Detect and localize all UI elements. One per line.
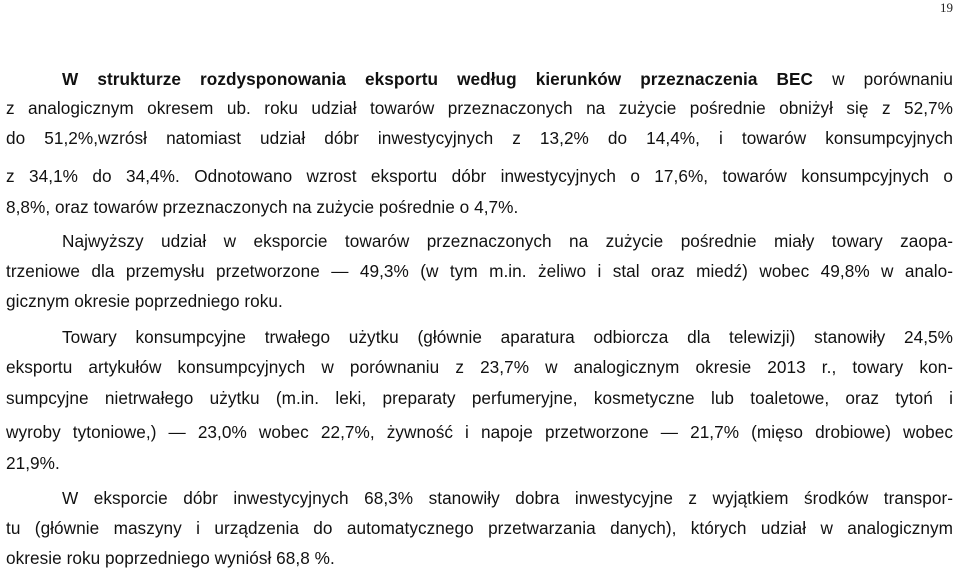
paragraph-1-line-4: z 34,1% do 34,4%. Odnotowano wzrost eksportu dóbr inwestycyjnych o 17,6%, towarów konsumpcyjnych o [6,166,953,186]
paragraph-1-line-2: z analogicznym okresem ub. roku udział towarów przeznaczonych na zużycie pośrednie obniżył się z 52,7% [6,98,953,118]
paragraph-3-line-4: wyroby tytoniowe,) — 23,0% wobec 22,7%, żywność i napoje przetworzone — 21,7% (mięso drobiowe) wobec [6,422,953,442]
paragraph-2-line-3: gicznym okresie poprzedniego roku. [6,291,283,311]
paragraph-2-line-1: Najwyższy udział w eksporcie towarów przeznaczonych na zużycie pośrednie miały towary zaopa- [62,231,953,251]
paragraph-2-line-2: trzeniowe dla przemysłu przetworzone — 49,3% (w tym m.in. żeliwo i stal oraz miedź) wobec 49,8% w analo- [6,261,953,281]
paragraph-3-line-3: sumpcyjne nietrwałego użytku (m.in. leki, preparaty perfumeryjne, kosmetyczne lub toaletowe, oraz tytoń i [6,388,953,408]
paragraph-1-line-5: 8,8%, oraz towarów przeznaczonych na zużycie pośrednie o 4,7%. [6,197,519,217]
paragraph-3-line-5: 21,9%. [6,453,60,473]
paragraph-4-line-2: tu (głównie maszyny i urządzenia do automatycznego przetwarzania danych), których udział w analogicznym [6,518,953,538]
line-text: w porównaniu [812,69,953,89]
paragraph-1-line-3: do 51,2%,wzrósł natomiast udział dóbr inwestycyjnych z 13,2% do 14,4%, i towarów konsumpcyjnych [6,128,953,148]
page-number: 19 [940,0,953,15]
paragraph-3-line-2: eksportu artykułów konsumpcyjnych w porównaniu z 23,7% w analogicznym okresie 2013 r., towary kon- [6,357,953,377]
paragraph-1-line-1 [0,67,959,91]
paragraph-3-line-1: Towary konsumpcyjne trwałego użytku (głównie aparatura odbiorcza dla telewizji) stanowiły 24,5% [62,327,953,347]
paragraph-4-line-3: okresie roku poprzedniego wyniósł 68,8 %. [6,548,335,568]
bold-lead-text: W strukturze rozdysponowania eksportu według kierunków przeznaczenia BEC [62,69,813,89]
paragraph-4-line-1: W eksporcie dóbr inwestycyjnych 68,3% stanowiły dobra inwestycyjne z wyjątkiem środków transpor- [62,488,953,508]
